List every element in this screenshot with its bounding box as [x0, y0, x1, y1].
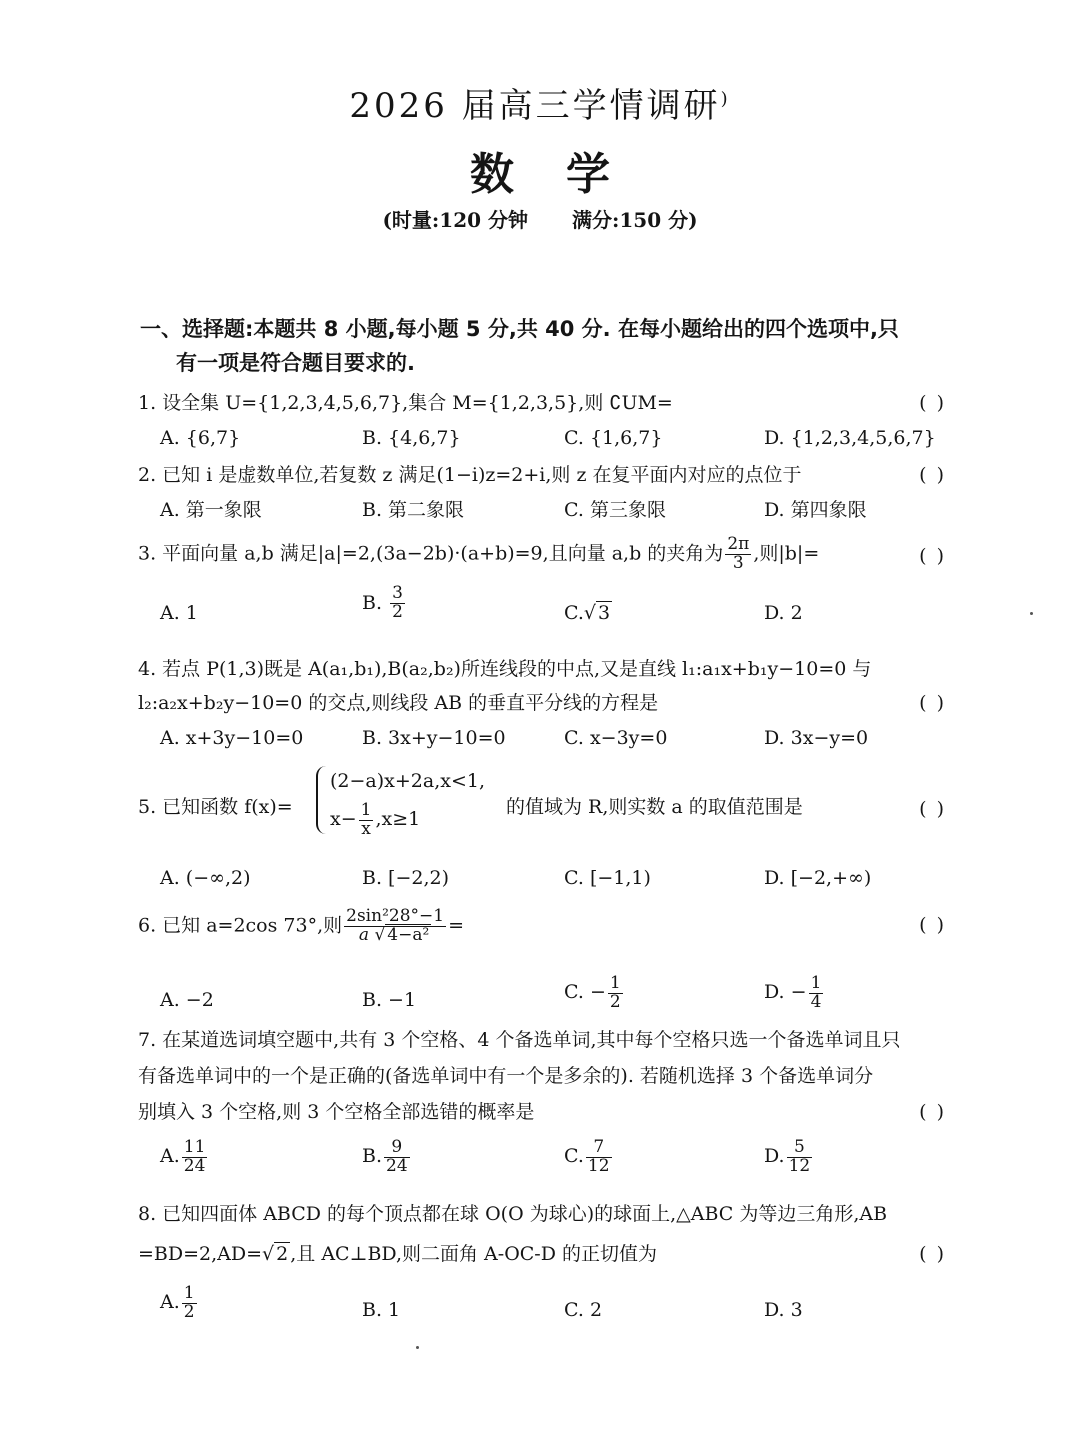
question-8: [138, 1194, 948, 1340]
answer-bracket: ( ): [919, 544, 946, 567]
option-d: D. [−2,+∞): [764, 867, 872, 889]
question-stem: 1. 设全集 U={1,2,3,4,5,6,7},集合 M={1,2,3,5},则 ∁UM=: [138, 392, 673, 414]
subject-title: [0, 138, 1080, 202]
radicand: 4−a²: [387, 924, 430, 945]
stem-text: 6. 已知 a=2cos 73°,则: [138, 914, 343, 937]
subject-char-1: 数: [470, 149, 514, 200]
question-1: [138, 386, 948, 460]
options-row: [138, 1138, 948, 1194]
sqrt-expression: √ 4−a²: [374, 924, 430, 945]
option-b: [362, 1138, 412, 1175]
fraction-denominator: 2: [183, 1301, 195, 1322]
option-c: C. 2: [564, 1299, 603, 1321]
answer-bracket: ( ): [919, 914, 946, 936]
options-row: [138, 585, 948, 641]
fraction-numerator: 1: [360, 799, 372, 820]
time-label: (时量:120 分钟: [382, 208, 528, 232]
option-a: [160, 1138, 209, 1175]
stem-text-end: ,则|b|=: [753, 542, 820, 565]
piecewise-function: [316, 762, 485, 838]
case-1: (2−a)x+2a,x<1,: [330, 770, 486, 792]
stem-text: 3. 平面向量 a,b 满足|a|=2,(3a−2b)·(a+b)=9,且向量 a,b 的夹角为: [138, 542, 724, 565]
fraction-denominator: 12: [788, 1155, 811, 1176]
fraction-denominator: 24: [386, 1155, 408, 1176]
exam-timing: [0, 204, 1080, 233]
section-line-1: 一、选择题:本题共 8 小题,每小题 5 分,共 40 分. 在每小题给出的四个选项中,只: [140, 317, 899, 341]
option-fraction: [384, 1136, 410, 1176]
case-2: [330, 800, 485, 838]
question-stem-line-1: 7. 在某道选词填空题中,共有 3 个空格、4 个备选单词,其中每个空格只选一个备选单词且只: [138, 1029, 901, 1051]
option-b: B. 1: [362, 1299, 401, 1321]
option-d: D. 3: [764, 1299, 803, 1321]
fraction-denominator: 3: [732, 552, 744, 573]
answer-bracket: ( ): [919, 798, 946, 820]
option-b: B. 第二象限: [362, 499, 465, 521]
fraction-numerator: 1: [183, 1282, 195, 1303]
radicand: 3: [598, 601, 611, 624]
question-2: [138, 458, 948, 532]
fraction-denominator: 2: [609, 991, 621, 1012]
option-c: C. 第三象限: [564, 499, 666, 521]
scan-speck: [416, 1346, 419, 1349]
question-stem-line-2: 有备选单词中的一个是正确的(备选单词中有一个是多余的). 若随机选择 3 个备选单词分: [138, 1065, 874, 1087]
option-label: A.: [160, 1145, 180, 1167]
question-stem-line-1: 8. 已知四面体 ABCD 的每个顶点都在球 O(O 为球心)的球面上,△ABC 为等边三角形,AB: [138, 1203, 888, 1225]
fraction-numerator: 11: [183, 1136, 206, 1157]
sqrt-expression: √ 3: [583, 601, 611, 624]
question-stem: [138, 908, 464, 945]
option-d: D. 第四象限: [764, 499, 867, 521]
radicand: 2: [276, 1243, 289, 1265]
option-d: [764, 1138, 814, 1175]
fraction-denominator: 2: [392, 602, 403, 623]
option-fraction: [182, 1136, 208, 1176]
options-row: [138, 420, 948, 460]
option-label: B.: [362, 1145, 383, 1167]
option-c: [564, 595, 612, 631]
title-mark: ): [720, 88, 731, 110]
option-fraction: [809, 972, 824, 1012]
section-heading: [140, 312, 950, 380]
question-5: [138, 762, 948, 900]
option-fraction: [586, 1136, 612, 1176]
option-d: D. 2: [764, 601, 803, 624]
question-7: [138, 1022, 948, 1194]
fraction-denominator: 12: [587, 1155, 610, 1176]
options-row: [138, 1284, 948, 1340]
option-fraction: [608, 972, 623, 1012]
options-row: [138, 720, 948, 760]
option-fraction: [390, 585, 405, 622]
scan-speck: [1030, 612, 1033, 615]
option-c: [564, 1138, 614, 1175]
option-a: A. (−∞,2): [160, 867, 251, 889]
question-stem-line-2: l₂:a₂x+b₂y−10=0 的交点,则线段 AB 的垂直平分线的方程是: [138, 692, 659, 714]
option-fraction: [787, 1136, 813, 1176]
angle-fraction: [725, 536, 751, 573]
option-label: C.: [564, 601, 584, 624]
question-stem: 2. 已知 i 是虚数单位,若复数 z 满足(1−i)z=2+i,则 z 在复平面内对应的点位于: [138, 464, 802, 486]
answer-bracket: ( ): [919, 1101, 946, 1123]
option-b: B. −1: [362, 989, 417, 1011]
question-6: [138, 896, 948, 1030]
stem-text-end: 的值域为 R,则实数 a 的取值范围是: [506, 796, 803, 818]
options-row: [138, 492, 948, 532]
option-label: C. −: [564, 981, 606, 1003]
option-label: D. −: [764, 981, 807, 1003]
answer-bracket: ( ): [919, 392, 946, 414]
expression-fraction: [344, 908, 446, 945]
option-c: [564, 974, 625, 1011]
question-3: [138, 536, 948, 641]
brace: [316, 766, 328, 834]
subject-char-2: 学: [566, 149, 610, 200]
fraction-numerator: 1: [609, 972, 621, 993]
stem-text-end: =: [448, 914, 464, 937]
option-a: A. x+3y−10=0: [160, 727, 304, 749]
answer-bracket: ( ): [919, 464, 946, 486]
question-stem-line-3: 别填入 3 个空格,则 3 个空格全部选错的概率是: [138, 1101, 535, 1123]
score-label: 满分:150 分): [572, 208, 698, 232]
options-row: [138, 860, 948, 900]
option-b: B. [−2,2): [362, 867, 450, 889]
fraction-numerator: 5: [787, 1139, 813, 1158]
option-a: A. 第一象限: [160, 499, 262, 521]
option-label: B.: [362, 591, 383, 614]
fraction-numerator: 2π: [727, 534, 750, 554]
option-d: [764, 974, 825, 1011]
option-c: C. x−3y=0: [564, 727, 668, 749]
option-a: A. 1: [160, 601, 198, 624]
exam-title-text: 2026 届高三学情调研: [349, 86, 721, 126]
question-stem-line-1: 4. 若点 P(1,3)既是 A(a₁,b₁),B(a₂,b₂)所连线段的中点,又是直线 l₁:a₁x+b₁y−10=0 与: [138, 658, 872, 680]
option-b: B. 3x+y−10=0: [362, 727, 506, 749]
option-d: D. {1,2,3,4,5,6,7}: [764, 427, 936, 449]
denominator-var: a: [358, 924, 370, 945]
stem-text-end: ,且 AC⊥BD,则二面角 A-OC-D 的正切值为: [290, 1243, 658, 1265]
fraction-numerator: 9: [384, 1139, 410, 1158]
case-text: x−: [330, 808, 357, 830]
answer-bracket: ( ): [919, 1243, 946, 1265]
option-label: D.: [764, 1145, 785, 1167]
fraction-denominator: [344, 924, 446, 945]
fraction-denominator: 4: [810, 991, 822, 1012]
stem-text: 5. 已知函数 f(x)=: [138, 796, 293, 818]
case-text-end: ,x≥1: [375, 808, 421, 830]
option-b: [362, 585, 407, 622]
fraction-numerator: 3: [392, 583, 403, 604]
fraction-denominator: x: [361, 818, 371, 839]
question-4: [138, 652, 948, 760]
option-label: C.: [564, 1145, 584, 1167]
fraction-denominator: 24: [183, 1155, 206, 1176]
option-d: D. 3x−y=0: [764, 727, 869, 749]
option-fraction: [182, 1282, 197, 1322]
answer-bracket: ( ): [919, 692, 946, 714]
option-a: A. {6,7}: [160, 427, 241, 449]
fraction-numerator: 1: [810, 972, 822, 993]
option-c: C. {1,6,7}: [564, 427, 663, 449]
question-stem: [138, 536, 878, 573]
sqrt-expression: √ 2: [262, 1243, 289, 1265]
fraction-numerator: 7: [586, 1139, 612, 1158]
option-a: A. −2: [160, 989, 214, 1011]
case-fraction: [359, 799, 374, 839]
section-line-2: 有一项是符合题目要求的.: [176, 351, 415, 375]
option-b: B. {4,6,7}: [362, 427, 461, 449]
option-label: A.: [160, 1291, 180, 1313]
option-a: [160, 1284, 199, 1321]
option-c: C. [−1,1): [564, 867, 651, 889]
stem-text: =BD=2,AD=: [138, 1243, 263, 1265]
question-stem-line-2: [138, 1234, 878, 1274]
fraction-numerator: 2sin²28°−1: [346, 906, 445, 926]
exam-title: [0, 78, 1080, 127]
